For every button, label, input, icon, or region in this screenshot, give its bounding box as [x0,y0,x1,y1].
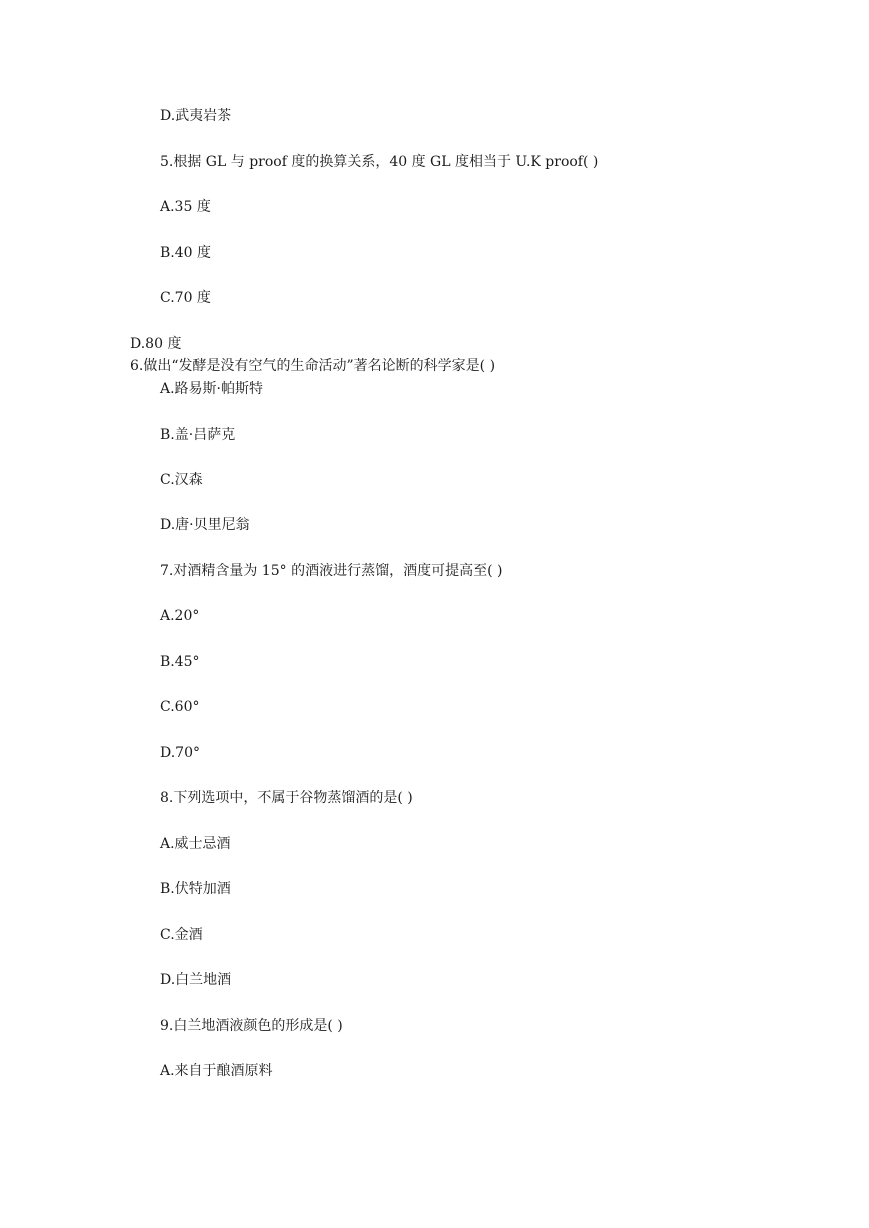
question-7: 7.对酒精含量为 15° 的酒液进行蒸馏，酒度可提高至( ) [160,563,503,579]
question-9: 9.白兰地酒液颜色的形成是( ) [160,1018,343,1034]
question-6: 6.做出“发酵是没有空气的生命活动”著名论断的科学家是( ) [130,358,496,374]
option-a-q9: A.来自于酿酒原料 [160,1063,273,1079]
option-b-q5: B.40 度 [160,245,212,261]
option-b-q6: B.盖·吕萨克 [160,427,236,443]
option-c-q7: C.60° [160,699,200,715]
option-c-q8: C.金酒 [160,927,203,943]
option-d-q7: D.70° [160,745,200,761]
option-a-q5: A.35 度 [160,199,211,215]
option-d-q6: D.唐·贝里尼翁 [160,517,250,533]
question-8: 8.下列选项中，不属于谷物蒸馏酒的是( ) [160,790,413,806]
question-5: 5.根据 GL 与 proof 度的换算关系，40 度 GL 度相当于 U.K proof( ) [160,154,599,170]
option-c-q5: C.70 度 [160,290,211,306]
option-a-q8: A.威士忌酒 [160,836,231,852]
option-d-q5: D.80 度 [130,336,182,352]
option-d-q8: D.白兰地酒 [160,972,232,988]
option-a-q7: A.20° [160,608,200,624]
option-d-q4: D.武夷岩茶 [160,108,232,124]
option-c-q6: C.汉森 [160,472,203,488]
option-b-q8: B.伏特加酒 [160,881,231,897]
option-a-q6: A.路易斯·帕斯特 [160,381,264,397]
option-b-q7: B.45° [160,654,200,670]
